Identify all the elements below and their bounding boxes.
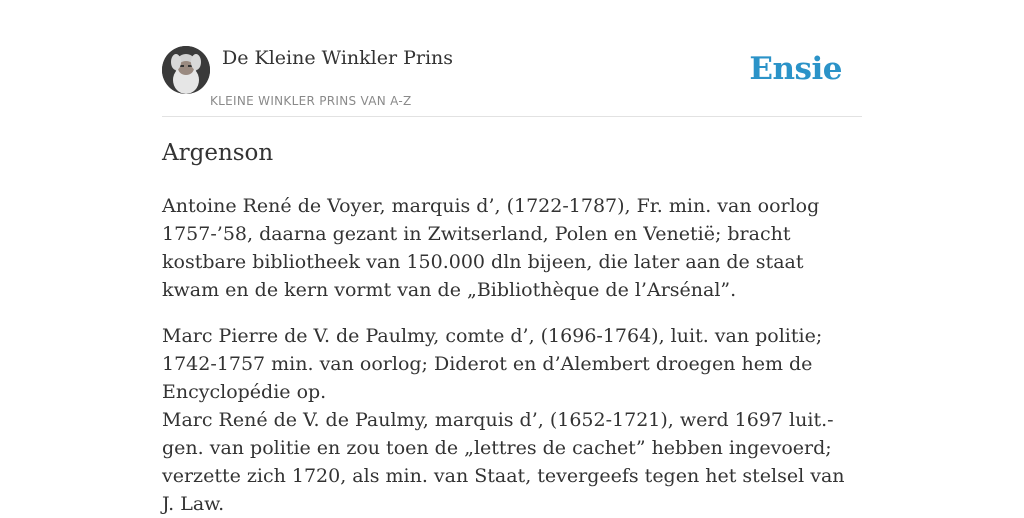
portrait-icon: [162, 46, 210, 94]
brand-logo[interactable]: Ensie: [749, 51, 842, 87]
article-title: Argenson: [162, 140, 274, 166]
source-header: [162, 44, 862, 117]
source-title[interactable]: De Kleine Winkler Prins: [222, 47, 454, 69]
article-paragraph-3: Marc René de V. de Paulmy, marquis d’, (1652-1721), werd 1697 luit.-gen. van politie en zou toen de „lettres de cachet” hebben ingevoerd; verzette zich 1720, als min. van Staat, tevergeefs tegen het stelsel van J. Law.: [162, 409, 845, 515]
article-paragraph-2: Marc Pierre de V. de Paulmy, comte d’, (1696-1764), luit. van politie; 1742-1757 min. van oorlog; Diderot en d’Alembert droegen hem de Encyclopédie op.: [162, 325, 823, 403]
author-avatar[interactable]: [162, 46, 210, 94]
article-paragraph-1: Antoine René de Voyer, marquis d’, (1722-1787), Fr. min. van oorlog 1757-’58, daarna gezant in Zwitserland, Polen en Venetië; bracht kostbare bibliotheek van 150.000 dln bijeen, die later aan de staat kwam en de kern vormt van de „Bibliothèque de l’Arsénal”.: [162, 195, 820, 301]
source-subtitle[interactable]: KLEINE WINKLER PRINS VAN A-Z: [210, 94, 412, 108]
